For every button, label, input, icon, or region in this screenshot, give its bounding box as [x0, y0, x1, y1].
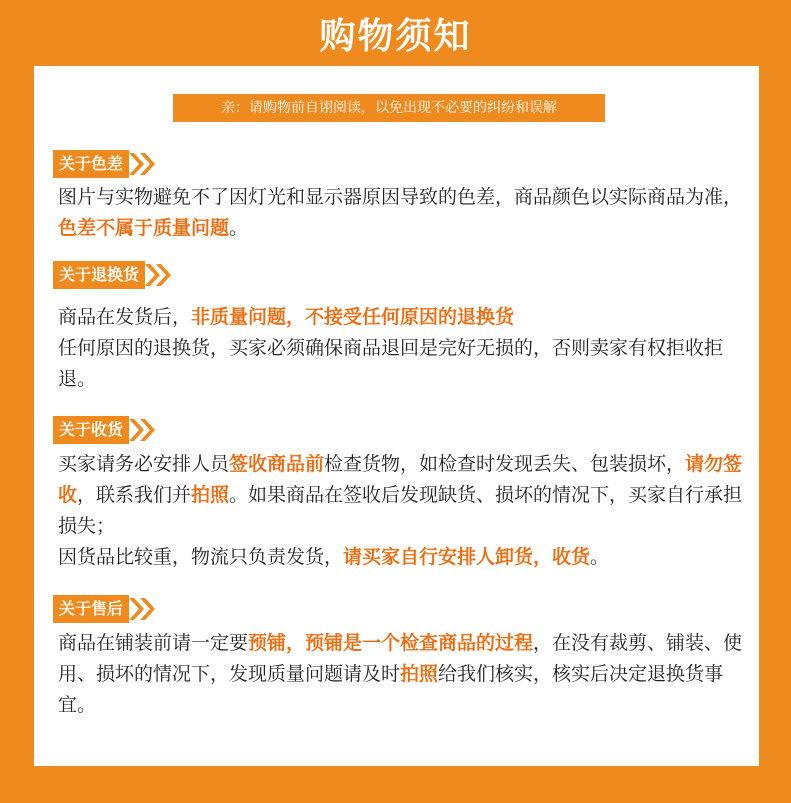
section-tag-after-sales: [53, 595, 157, 623]
double-chevron-icon: [127, 595, 157, 623]
text: 图片与实物避免不了因灯光和显示器原因导致的色差，商品颜色以实际商品为准，: [58, 186, 743, 208]
text: 商品在铺装前请一定要: [58, 632, 249, 654]
double-chevron-icon: [127, 150, 157, 178]
text: ，联系我们并: [77, 484, 192, 506]
notice-banner: 亲：请购物前自诩阅读，以免出现不必要的纠纷和误解: [173, 94, 605, 122]
highlight-text: 拍照: [400, 663, 439, 685]
double-chevron-icon: [143, 261, 173, 289]
section-tag-label: 关于退换货: [53, 261, 145, 289]
section-body-returns: [58, 302, 748, 395]
section-tag-label: 关于收货: [53, 416, 129, 444]
text: 任何原因的退换货，买家必须确保商品退回是完好无损的，否则卖家有权拒收拒退。: [58, 337, 724, 390]
text: 因货品比较重，物流只负责发货，: [58, 546, 344, 568]
highlight-text: 拍照: [191, 484, 230, 506]
text: ，在没有裁剪、铺装、使用、损坏的情况下，发现质量问题请及时: [58, 632, 743, 685]
highlight-text: 请勿签收: [58, 453, 743, 506]
section-body-color-difference: [58, 182, 748, 244]
text: 给我们核实，核实后决定退换货事宜。: [58, 663, 724, 716]
highlight-text: 预铺，预铺是一个检查商品的过程: [248, 632, 534, 654]
text: 检查货物，如检查时发现丢失、包装损坏，: [324, 453, 686, 475]
highlight-text: 签收商品前: [229, 453, 325, 475]
section-body-after-sales: [58, 628, 748, 721]
highlight-text: 请买家自行安排人卸货，收货: [343, 546, 591, 568]
text: 。: [229, 217, 249, 239]
text: 。: [590, 546, 610, 568]
section-tag-receiving: [53, 416, 157, 444]
text: 商品在发货后，: [58, 306, 192, 328]
section-tag-label: 关于售后: [53, 595, 129, 623]
notice-panel: [34, 66, 759, 766]
text: 。如果商品在签收后发现缺货、损坏的情况下，买家自行承担损失；: [58, 484, 743, 537]
section-tag-color-difference: [53, 150, 157, 178]
page-title: 购物须知: [319, 15, 472, 57]
section-body-receiving: [58, 449, 748, 573]
double-chevron-icon: [127, 416, 157, 444]
highlight-text: 非质量问题，不接受任何原因的退换货: [191, 306, 515, 328]
section-tag-returns: [53, 261, 173, 289]
text: 买家请务必安排人员: [58, 453, 230, 475]
highlight-text: 色差不属于质量问题: [58, 217, 230, 239]
section-tag-label: 关于色差: [53, 150, 129, 178]
